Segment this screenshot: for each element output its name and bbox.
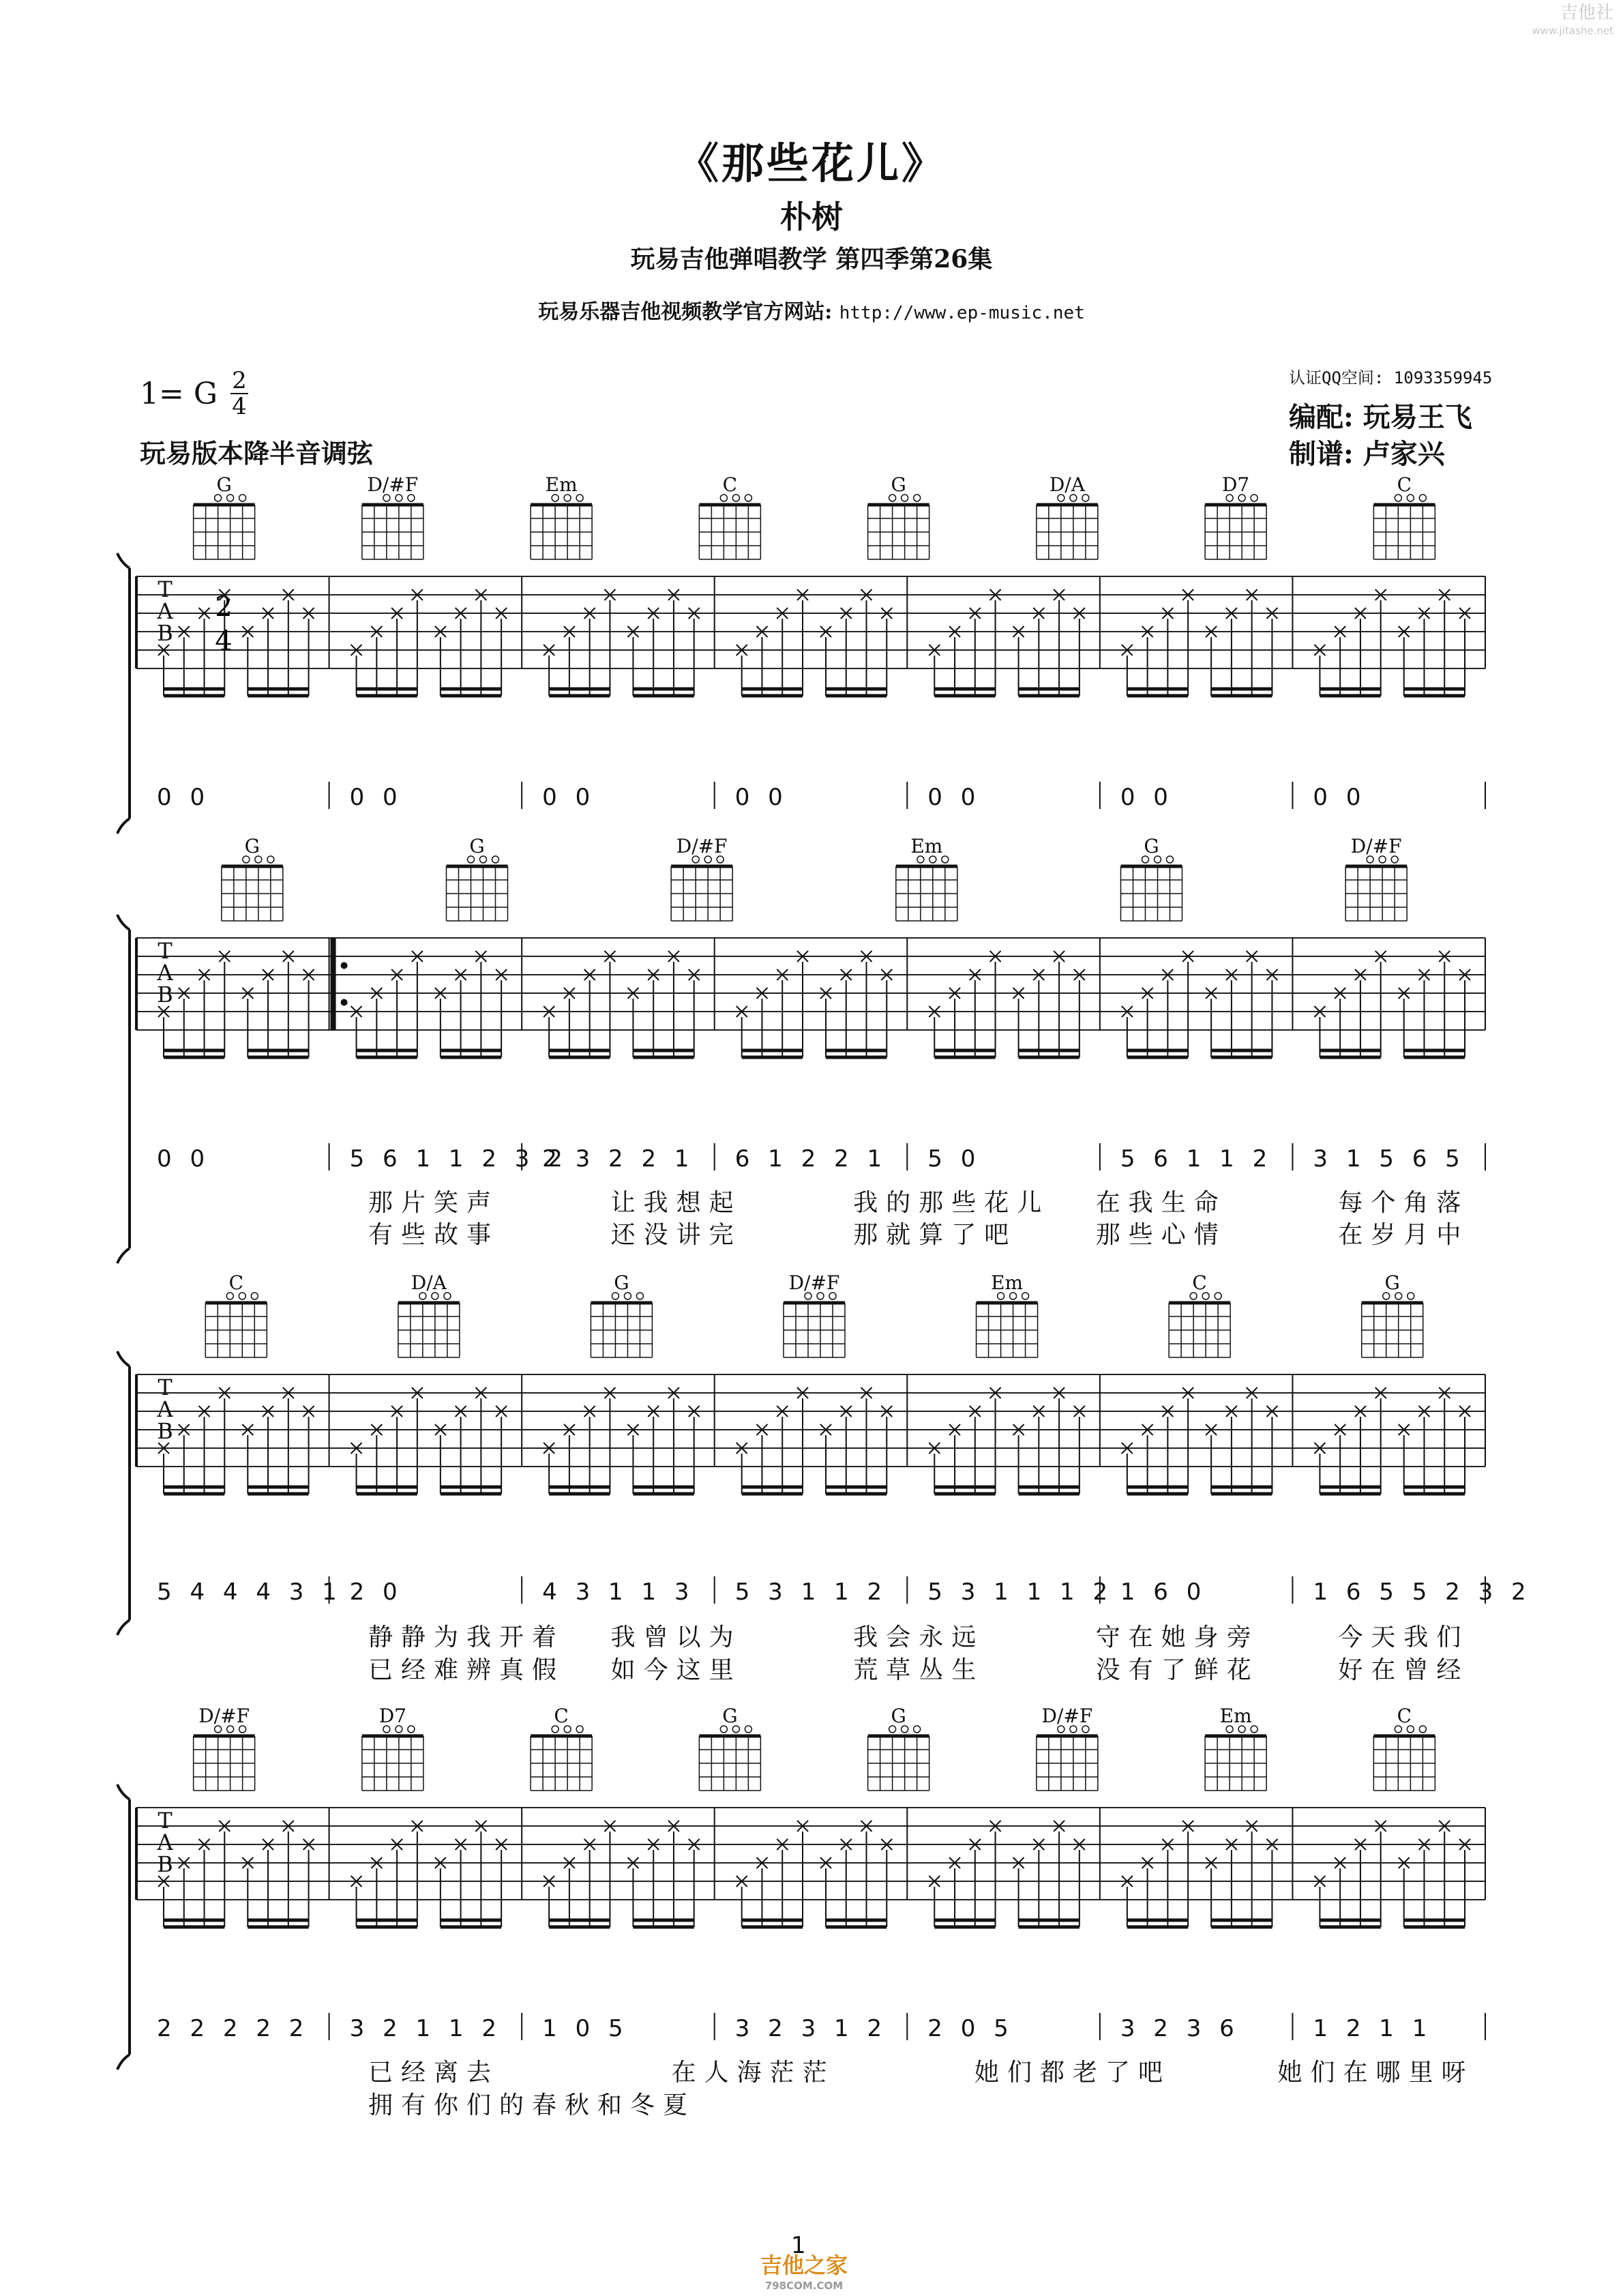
chord-name: D/#F — [676, 835, 728, 857]
key-signature: 1= G — [140, 377, 218, 411]
jianpu-measure: 3 2 3 6 — [1120, 2015, 1240, 2042]
tuning-note: 玩易版本降半音调弦 — [140, 438, 374, 469]
arranger: 编配: 玩易王飞 — [1289, 401, 1472, 433]
chord-name: D7 — [1221, 473, 1250, 496]
chord-name: C — [1397, 473, 1412, 496]
jianpu-measure: 5 6 1 1 2 3 2 — [349, 1145, 568, 1173]
chord-name: C — [1397, 1705, 1412, 1727]
system-bracket — [117, 1351, 130, 1635]
jianpu-measure: 1 2 1 1 — [1313, 2015, 1433, 2042]
lyric-line-2: 那些心情 — [1095, 1221, 1227, 1249]
tab-clef-letter: A — [157, 960, 173, 986]
time-sig-top: 2 — [232, 367, 247, 394]
open-string-marker — [492, 856, 499, 863]
lesson-subtitle: 玩易吉他弹唱教学 第四季第26集 — [630, 245, 993, 274]
chord-name: G — [891, 1705, 906, 1727]
open-string-marker — [1167, 856, 1174, 863]
transcriber: 制谱: 卢家兴 — [1289, 438, 1445, 470]
open-string-marker — [914, 495, 921, 501]
jianpu-measure: 1 6 0 — [1120, 1578, 1207, 1606]
lyric-line-1: 守在她身旁 — [1095, 1623, 1260, 1651]
open-string-marker — [914, 1726, 921, 1733]
open-string-marker — [636, 1293, 643, 1299]
open-string-marker — [1419, 495, 1426, 501]
open-string-marker — [1408, 1293, 1414, 1299]
artist-name: 朴树 — [780, 198, 843, 235]
open-string-marker — [239, 495, 246, 501]
lyric-line-2: 还没讲完 — [610, 1221, 742, 1249]
tab-clef-letter: B — [157, 982, 173, 1007]
lyric-line-2: 在岁月中 — [1338, 1221, 1470, 1249]
open-string-marker — [942, 856, 949, 863]
lyric-line-2: 有些故事 — [368, 1221, 500, 1249]
lyric-line-1: 她们都老了吧 — [974, 2059, 1172, 2087]
chord-name: G — [722, 1705, 738, 1727]
tab-clef-letter: T — [158, 1374, 173, 1400]
lyric-line-1: 在人海茫茫 — [671, 2059, 835, 2087]
jianpu-measure: 0 0 — [927, 784, 981, 811]
tab-clef-letter: B — [157, 1851, 173, 1877]
lyric-line-1: 已经离去 — [368, 2059, 500, 2087]
jianpu-measure: 2 0 — [349, 1578, 403, 1606]
system-bracket — [117, 915, 130, 1263]
open-string-marker — [1251, 1726, 1257, 1733]
lyric-line-1: 我的那些花儿 — [853, 1189, 1050, 1217]
open-string-marker — [745, 495, 751, 501]
chord-name: C — [722, 473, 738, 496]
chord-name: G — [216, 473, 232, 496]
lyric-line-1: 让我想起 — [610, 1189, 742, 1217]
chord-name: D7 — [378, 1705, 407, 1727]
open-string-marker — [745, 1726, 751, 1733]
lyric-line-1: 我曾以为 — [610, 1623, 742, 1651]
lyric-line-1: 那片笑声 — [368, 1189, 500, 1217]
lyric-line-2: 荒草丛生 — [853, 1656, 985, 1684]
jianpu-measure: 5 0 — [927, 1145, 981, 1173]
open-string-marker — [1082, 495, 1089, 501]
watermark: 吉他社 www.jitashe.net — [1532, 3, 1613, 37]
chord-name: Em — [910, 835, 943, 857]
footer-logo: 吉他之家 798COM.COM — [760, 2252, 848, 2292]
jianpu-measure: 2 3 2 2 1 — [542, 1145, 695, 1173]
qq-info: 认证QQ空间: 1093359945 — [1289, 368, 1493, 387]
chord-name: G — [1144, 835, 1159, 857]
jianpu-measure: 1 6 5 5 2 3 2 — [1313, 1578, 1532, 1606]
jianpu-measure: 2 2 2 2 2 — [157, 2015, 310, 2042]
jianpu-measure: 0 0 — [157, 1145, 211, 1173]
open-string-marker — [576, 495, 583, 501]
jianpu-measure: 0 0 — [1120, 784, 1174, 811]
open-string-marker — [251, 1293, 258, 1299]
chord-name: G — [469, 835, 485, 857]
lyric-line-2: 那就算了吧 — [853, 1221, 1017, 1249]
jianpu-measure: 0 0 — [1313, 784, 1367, 811]
open-string-marker — [1215, 1293, 1221, 1299]
chord-name: D/#F — [788, 1271, 840, 1294]
chord-name: C — [554, 1705, 569, 1727]
tab-clef-letter: B — [157, 620, 173, 646]
jianpu-measure: 5 3 1 1 2 — [734, 1578, 888, 1606]
chord-name: D/#F — [1041, 1705, 1093, 1727]
system-bracket — [117, 553, 130, 834]
jianpu-measure: 5 4 4 4 3 1 — [157, 1578, 342, 1606]
open-string-marker — [1251, 495, 1257, 501]
chord-name: C — [228, 1271, 244, 1294]
open-string-marker — [1022, 1293, 1029, 1299]
lyric-line-2: 好在曾经 — [1338, 1656, 1470, 1684]
open-string-marker — [408, 1726, 415, 1733]
lyric-line-1: 她们在哪里呀 — [1277, 2059, 1474, 2087]
jianpu-measure: 2 0 5 — [927, 2015, 1014, 2042]
lyric-line-2: 如今这里 — [610, 1656, 742, 1684]
tab-clef-letter: T — [158, 1808, 173, 1834]
chord-name: D/A — [411, 1271, 447, 1294]
jianpu-measure: 5 6 1 1 2 — [1120, 1145, 1273, 1173]
open-string-marker — [267, 856, 274, 863]
chord-name: D/#F — [1350, 835, 1402, 857]
lyric-line-2: 已经难辨真假 — [368, 1656, 565, 1684]
tab-clef-letter: T — [158, 576, 173, 602]
tab-clef-letter: A — [157, 1829, 173, 1855]
jianpu-measure: 3 2 3 1 2 — [734, 2015, 888, 2042]
time-sig-bottom: 4 — [232, 393, 247, 420]
chord-name: Em — [1219, 1705, 1252, 1727]
jianpu-measure: 0 0 — [157, 784, 211, 811]
chord-name: G — [244, 835, 260, 857]
website-label: 玩易乐器吉他视频教学官方网站: — [538, 300, 833, 324]
jianpu-measure: 0 0 — [349, 784, 403, 811]
open-string-marker — [576, 1726, 583, 1733]
chord-name: D/#F — [198, 1705, 250, 1727]
lyric-line-1: 我会永远 — [853, 1623, 985, 1651]
page-number: 1 — [791, 2232, 806, 2259]
chord-name: D/A — [1049, 473, 1085, 496]
chord-name: G — [1384, 1271, 1400, 1294]
tab-clef-letter: B — [157, 1418, 173, 1444]
lyric-line-1: 每个角落 — [1338, 1189, 1470, 1217]
repeat-dot — [341, 999, 348, 1006]
lyric-line-2: 拥有你们的春秋和冬夏 — [368, 2091, 696, 2119]
song-title: 《那些花儿》 — [676, 138, 947, 188]
chord-name: C — [1192, 1271, 1207, 1294]
open-string-marker — [1419, 1726, 1426, 1733]
tab-clef-letter: A — [157, 598, 173, 624]
chord-name: Em — [991, 1271, 1024, 1294]
jianpu-measure: 6 1 2 2 1 — [734, 1145, 888, 1173]
tab-time-top: 2 — [215, 591, 233, 623]
jianpu-measure: 4 3 1 1 3 — [542, 1578, 695, 1606]
system-bracket — [117, 1784, 130, 2070]
jianpu-measure: 1 0 5 — [542, 2015, 629, 2042]
jianpu-measure: 0 0 — [734, 784, 788, 811]
tab-clef-letter: A — [157, 1396, 173, 1422]
jianpu-measure: 3 1 5 6 5 — [1313, 1145, 1465, 1173]
website-url[interactable]: http://www.ep-music.net — [839, 303, 1085, 323]
lyric-line-2: 没有了鲜花 — [1095, 1656, 1260, 1684]
jianpu-measure: 5 3 1 1 1 2 — [927, 1578, 1114, 1606]
lyric-line-1: 在我生命 — [1095, 1189, 1227, 1217]
chord-name: D/#F — [367, 473, 419, 496]
open-string-marker — [444, 1293, 451, 1299]
tab-clef-letter: T — [158, 938, 173, 964]
repeat-dot — [341, 962, 348, 969]
chord-name: G — [614, 1271, 629, 1294]
chord-name: G — [891, 473, 906, 496]
lyric-line-1: 静静为我开着 — [368, 1623, 565, 1651]
tab-time-bottom: 4 — [215, 625, 233, 657]
jianpu-measure: 0 0 — [542, 784, 596, 811]
jianpu-measure: 3 2 1 1 2 — [349, 2015, 502, 2042]
lyric-line-1: 今天我们 — [1338, 1623, 1470, 1651]
chord-name: Em — [545, 473, 578, 496]
